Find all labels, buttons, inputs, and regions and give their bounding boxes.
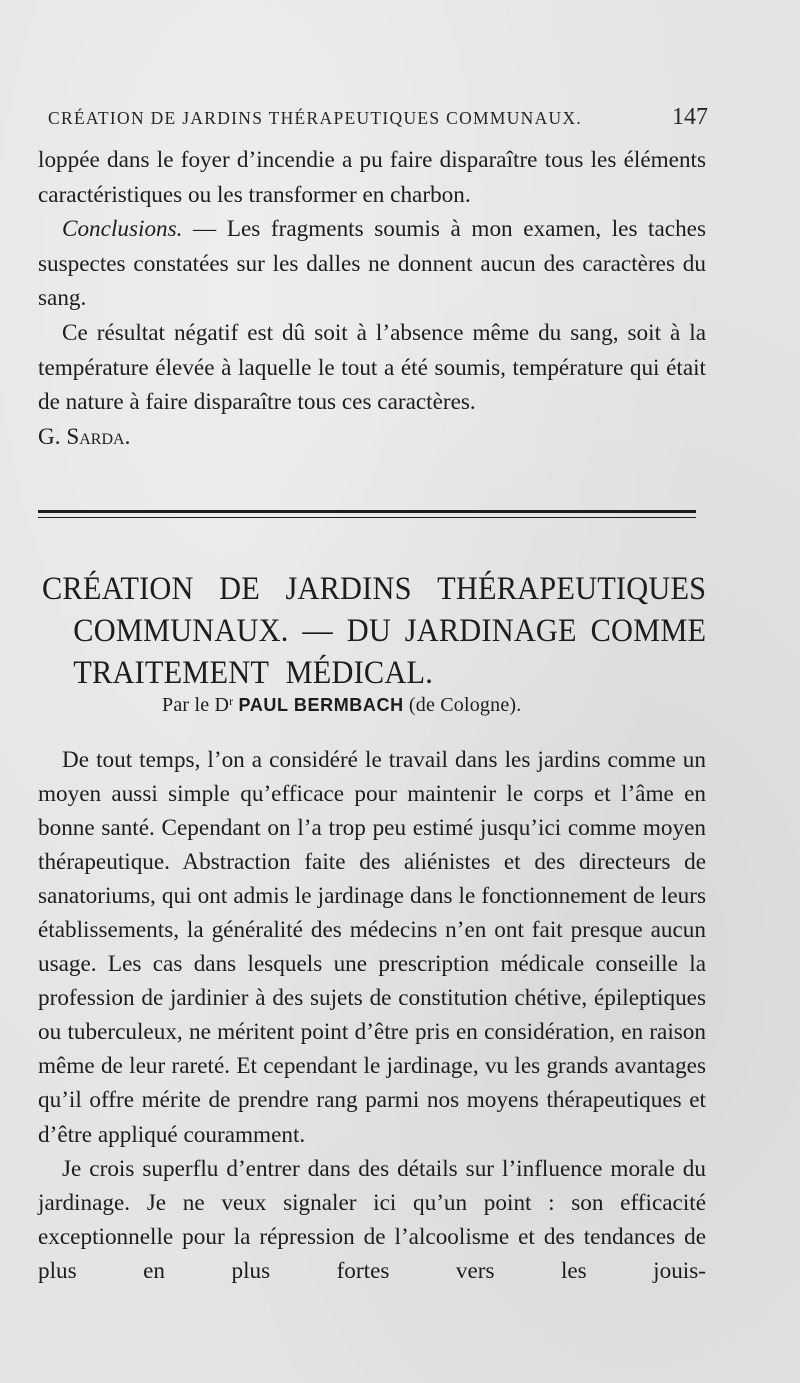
- conclusions-paragraph: [38, 212, 706, 316]
- title-word: —: [302, 613, 333, 649]
- title-line-3: [42, 652, 706, 694]
- byline-sup: r: [229, 694, 234, 708]
- body-paragraph-1: De tout temps, l’on a considéré le travail dans les jardins comme un moyen aussi simple qu’efficace pour maintenir le corps et l’âme en bonne santé. Cependant on l’a trop peu estimé jusqu’ici comme moyen thérapeutique. Abstraction faite des aliénistes et des directeurs de sanatoriums, qui ont admis le jardinage dans le fonctionnement de leurs établissements, la généralité des médecins n’en ont fait presque aucun usage. Les cas dans lesquels une prescription médicale conseille la profession de jardinier à des sujets de constitution chétive, épileptiques ou tuberculeux, ne méritent point d’être pris en considération, en raison même de leur rareté. Et cependant le jardinage, vu les grands avantages qu’il offre mérite de prendre rang parmi nos moyens thérapeutiques et d’être appliqué couramment.: [38, 747, 706, 1148]
- previous-paragraph-3: Ce résultat négatif est dû soit à l’absence même du sang, soit à la température élevée à laquelle le tout a été soumis, température qui était de nature à faire disparaître tous ces caractères.: [38, 319, 706, 416]
- signature: G. Sarda.: [38, 423, 131, 450]
- title-line-1: [42, 568, 706, 610]
- title-word: JARDINS: [285, 571, 412, 607]
- title-word: DE: [219, 571, 260, 607]
- title-word: COMME: [590, 613, 707, 649]
- conclusions-label: Conclusions.: [62, 216, 183, 243]
- article-body: [38, 743, 706, 1288]
- title-word: JARDINAGE: [404, 613, 577, 649]
- title-word: CRÉATION: [42, 571, 194, 607]
- byline-suffix: (de Cologne).: [408, 694, 522, 716]
- byline: [162, 694, 521, 717]
- author-name: PAUL BERMBACH: [238, 695, 404, 715]
- title-word: TRAITEMENT: [73, 655, 270, 691]
- section-divider: [38, 510, 696, 518]
- running-title: CRÉATION DE JARDINS THÉRAPEUTIQUES COMMUNAUX.: [48, 108, 583, 128]
- previous-article: [38, 143, 706, 454]
- title-word: MÉDICAL.: [285, 655, 433, 691]
- article-title: [42, 568, 706, 694]
- body-paragraph-2: Je crois superflu d’entrer dans des détails sur l’influence morale du jardinage. Je ne veux signaler ici qu’un point : son efficacité exceptionnelle pour la répression de l’alcoolisme et des tendances de plus en plus fortes vers les jouis-: [38, 1155, 706, 1284]
- title-line-2: [42, 610, 706, 652]
- book-page: [38, 0, 710, 1383]
- divider-thick-rule: [38, 510, 696, 513]
- title-word: DU: [346, 613, 391, 649]
- byline-prefix: Par le D: [162, 694, 230, 716]
- conclusions-text: — Les fragments soumis à mon examen, les taches suspectes constatées sur les dalles ne donnent aucun des caractères du sang.: [38, 216, 706, 312]
- previous-paragraph-1: loppée dans le foyer d’incendie a pu faire disparaître tous les éléments caractéristiques ou les transformer en charbon.: [38, 147, 706, 208]
- title-word: THÉRAPEUTIQUES: [437, 571, 707, 607]
- running-head: [48, 104, 708, 131]
- divider-thin-rule: [38, 517, 696, 518]
- title-word: COMMUNAUX.: [73, 613, 289, 649]
- page-number: 147: [672, 104, 708, 130]
